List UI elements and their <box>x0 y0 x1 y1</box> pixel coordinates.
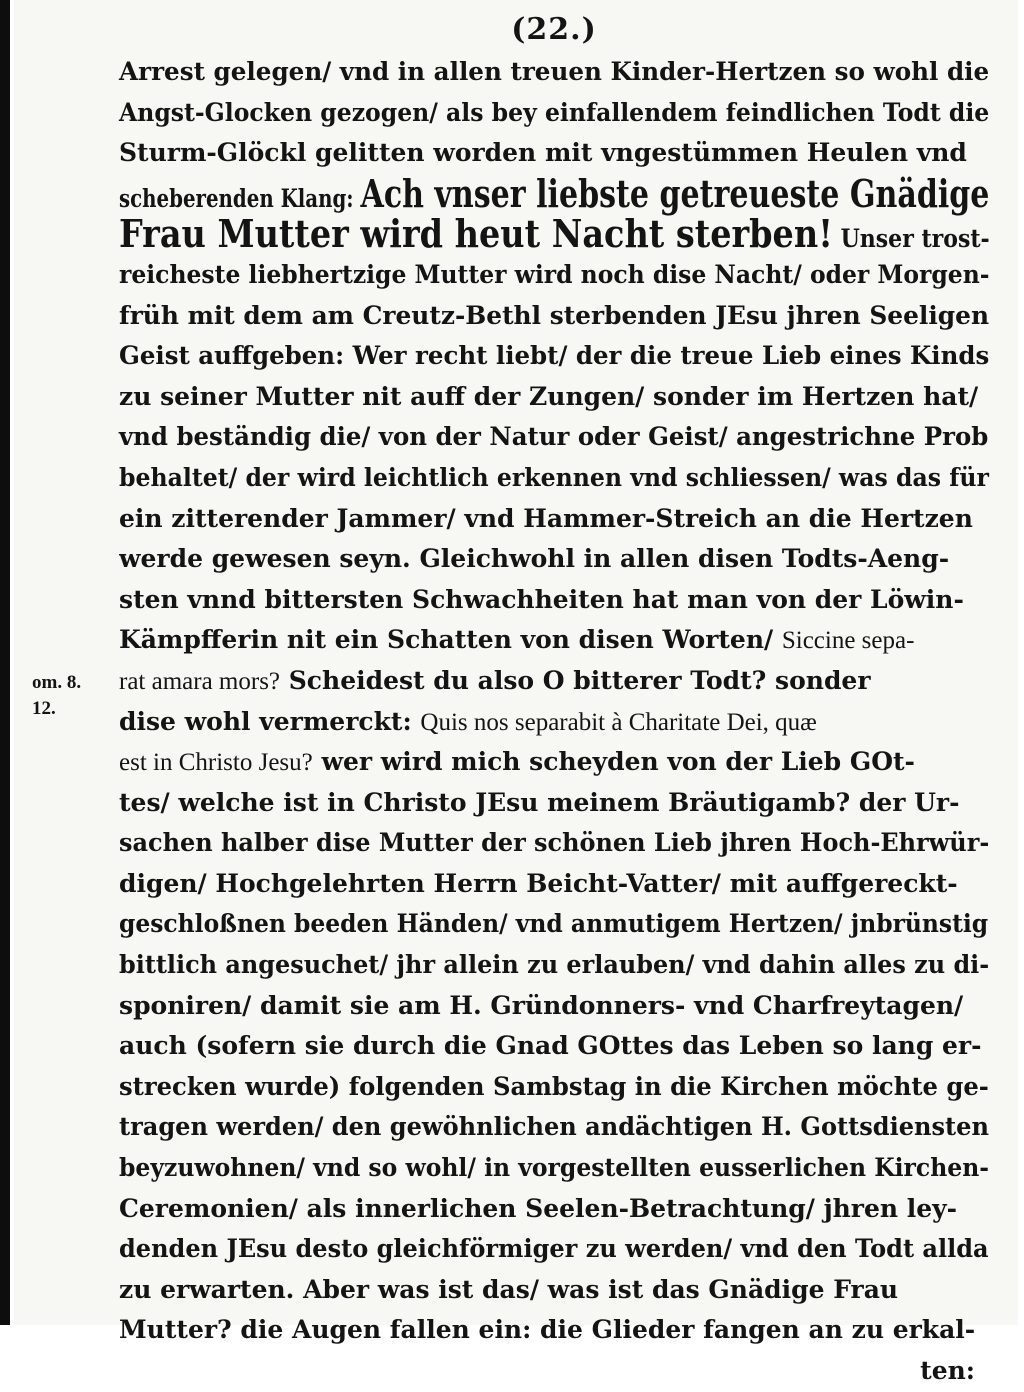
text-line: digen/ Hochgelehrten Herrn Beicht-Vatter/ mit auffgereckt- <box>119 868 958 898</box>
text-line: Geist auffgeben: Wer recht liebt/ der die treue Lieb eines Kinds <box>119 341 990 371</box>
text-line: denden JEsu desto gleichförmiger zu werden/ vnd den Todt allda <box>119 1234 989 1264</box>
text-line: Sturm-Glöckl gelitten worden mit vngestümmen Heulen vnd <box>119 138 967 168</box>
text-line: früh mit dem am Creutz-Bethl sterbenden JEsu jhren Seeligen <box>119 300 990 330</box>
scan-border <box>0 0 10 1325</box>
text-line: strecken wurde) folgenden Sambstag in die Kirchen möchte ge- <box>119 1071 989 1101</box>
text-line: Arrest gelegen/ vnd in allen treuen Kinder-Hertzen so wohl die <box>119 57 990 86</box>
text-line: geschloßnen beeden Händen/ vnd anmutigem Hertzen/ jnbrünstig <box>119 909 989 939</box>
book-page <box>14 0 1018 1385</box>
latin-text: Quis nos separabit à Charitate Dei, quæ <box>420 708 817 736</box>
latin-text: Siccine sepa- <box>781 627 915 655</box>
margin-reference-line: om. 8. <box>32 672 82 693</box>
text-line: Ceremonien/ als innerlichen Seelen-Betrachtung/ jhren ley- <box>119 1193 958 1223</box>
text-line: bittlich angesuchet/ jhr allein zu erlauben/ vnd dahin alles zu di- <box>119 950 990 980</box>
text-segment: dise wohl vermerckt: <box>119 706 421 736</box>
text-line: reicheste liebhertzige Mutter wird noch dise Nacht/ oder Morgen- <box>119 259 990 289</box>
text-segment: Unser trost- <box>832 224 990 254</box>
text-line <box>119 661 989 702</box>
text-line <box>119 620 989 661</box>
text-line: zu seiner Mutter nit auff der Zungen/ sonder im Hertzen hat/ <box>119 381 979 411</box>
text-line: tes/ welche ist in Christo JEsu meinem Bräutigamb? der Ur- <box>119 787 960 817</box>
text-line: tragen werden/ den gewöhnlichen andächtigen H. Gottsdiensten <box>119 1112 989 1142</box>
catchword: ten: <box>920 1356 975 1385</box>
latin-text: est in Christo Jesu? <box>119 749 313 777</box>
text-line: ein zitterender Jammer/ vnd Hammer-Streich an die Hertzen <box>119 503 973 533</box>
latin-text: rat amara mors? <box>119 667 281 695</box>
page-number-header: (22.) <box>511 12 597 47</box>
text-line <box>119 170 990 216</box>
text-line: vnd beständig die/ von der Natur oder Geist/ angestrichne Prob <box>119 422 989 452</box>
margin-reference <box>32 670 112 722</box>
text-line: Angst-Glocken gezogen/ als bey einfallendem feindlichen Todt die <box>119 97 990 127</box>
text-line: sponiren/ damit sie am H. Gründonners- vnd Charfreytagen/ <box>119 990 964 1020</box>
text-segment: Kämpfferin nit ein Schatten von disen Worten/ <box>119 625 782 655</box>
text-line <box>119 742 989 783</box>
body-text <box>119 52 989 1392</box>
text-line: beyzuwohnen/ vnd so wohl/ in vorgestellten eusserlichen Kirchen- <box>119 1153 990 1183</box>
text-line: zu erwarten. Aber was ist das/ was ist das Gnädige Frau <box>119 1274 899 1304</box>
text-line: werde gewesen seyn. Gleichwohl in allen disen Todts-Aeng- <box>119 544 950 574</box>
text-line: Mutter? die Augen fallen ein: die Glieder fangen an zu erkal- <box>119 1315 976 1345</box>
text-line: behaltet/ der wird leichtlich erkennen vnd schliessen/ was das für <box>119 462 989 492</box>
text-line <box>119 702 989 743</box>
emphasized-text: Frau Mutter wird heut Nacht sterben! <box>119 211 833 257</box>
margin-reference-line: 12. <box>32 698 56 719</box>
text-segment: Scheidest du also O bitterer Todt? sonder <box>280 665 871 695</box>
text-segment: scheberenden Klang: <box>119 183 361 213</box>
emphasized-text: Ach vnser liebste getreueste Gnädige <box>360 170 990 216</box>
text-line: auch (sofern sie durch die Gnad GOttes das Leben so lang er- <box>119 1031 982 1061</box>
text-segment: wer wird mich scheyden von der Lieb GOt- <box>312 747 915 777</box>
text-line: sachen halber dise Mutter der schönen Lieb jhren Hoch-Ehrwür- <box>119 828 990 858</box>
text-line <box>119 211 990 257</box>
text-line: sten vnnd bittersten Schwachheiten hat man von der Löwin- <box>119 584 964 614</box>
